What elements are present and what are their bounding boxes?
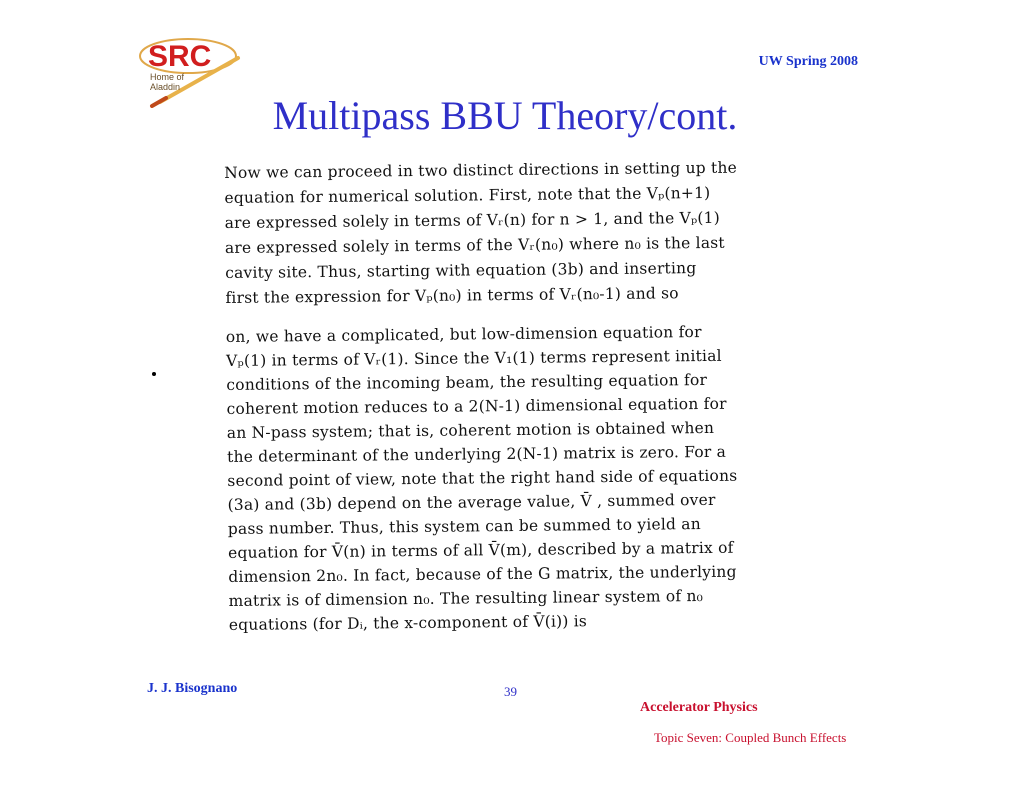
scan-line: are expressed solely in terms of the Vᵣ(n₀) where n₀ is the last bbox=[224, 233, 725, 257]
scan-line: are expressed solely in terms of Vᵣ(n) for n > 1, and the Vₚ(1) bbox=[224, 208, 720, 232]
logo-subtitle-2: Aladdin bbox=[150, 82, 181, 92]
slide-title: Multipass BBU Theory/cont. bbox=[272, 93, 738, 138]
scan-line: (3a) and (3b) depend on the average value, V̄ , summed over bbox=[227, 490, 716, 514]
scan-line: cavity site. Thus, starting with equation (3b) and inserting bbox=[225, 259, 697, 282]
logo-subtitle-1: Home of bbox=[150, 72, 185, 82]
scan-line: pass number. Thus, this system can be summed to yield an bbox=[227, 515, 701, 538]
scan-line: equation for V̄(n) in terms of all V̄(m), described by a matrix of bbox=[228, 538, 734, 562]
scan-line: matrix is of dimension n₀. The resulting linear system of n₀ bbox=[228, 587, 704, 610]
footer-course: Accelerator Physics bbox=[640, 700, 758, 715]
scan-line: conditions of the incoming beam, the resulting equation for bbox=[226, 370, 708, 394]
scan-line: an N-pass system; that is, coherent motion is obtained when bbox=[226, 418, 715, 442]
scan-line: second point of view, note that the right hand side of equations bbox=[227, 466, 738, 490]
footer-topic: Topic Seven: Coupled Bunch Effects bbox=[654, 730, 847, 745]
scan-line: Now we can proceed in two distinct directions in setting up the bbox=[224, 158, 738, 182]
scan-line: coherent motion reduces to a 2(N-1) dimensional equation for bbox=[226, 394, 727, 418]
scan-line: equations (for Dᵢ, the x-component of V̄(i)) is bbox=[228, 612, 588, 634]
scan-line: equation for numerical solution. First, note that the Vₚ(n+1) bbox=[224, 183, 711, 207]
footer-author: J. J. Bisognano bbox=[147, 681, 238, 696]
bullet-dot bbox=[152, 372, 156, 376]
scan-line: Vₚ(1) in terms of Vᵣ(1). Since the V₁(1) terms represent initial bbox=[226, 346, 722, 370]
header-term: UW Spring 2008 bbox=[758, 54, 858, 69]
scan-line: first the expression for Vₚ(n₀) in terms of Vᵣ(n₀-1) and so bbox=[225, 284, 679, 307]
page-number: 39 bbox=[504, 684, 517, 699]
scan-line: dimension 2n₀. In fact, because of the G matrix, the underlying bbox=[228, 562, 737, 586]
scan-line: on, we have a complicated, but low-dimension equation for bbox=[225, 323, 702, 346]
scan-line: the determinant of the underlying 2(N-1) matrix is zero. For a bbox=[227, 442, 727, 466]
logo-text: SRC bbox=[148, 40, 212, 73]
scanned-text-block bbox=[224, 154, 787, 640]
